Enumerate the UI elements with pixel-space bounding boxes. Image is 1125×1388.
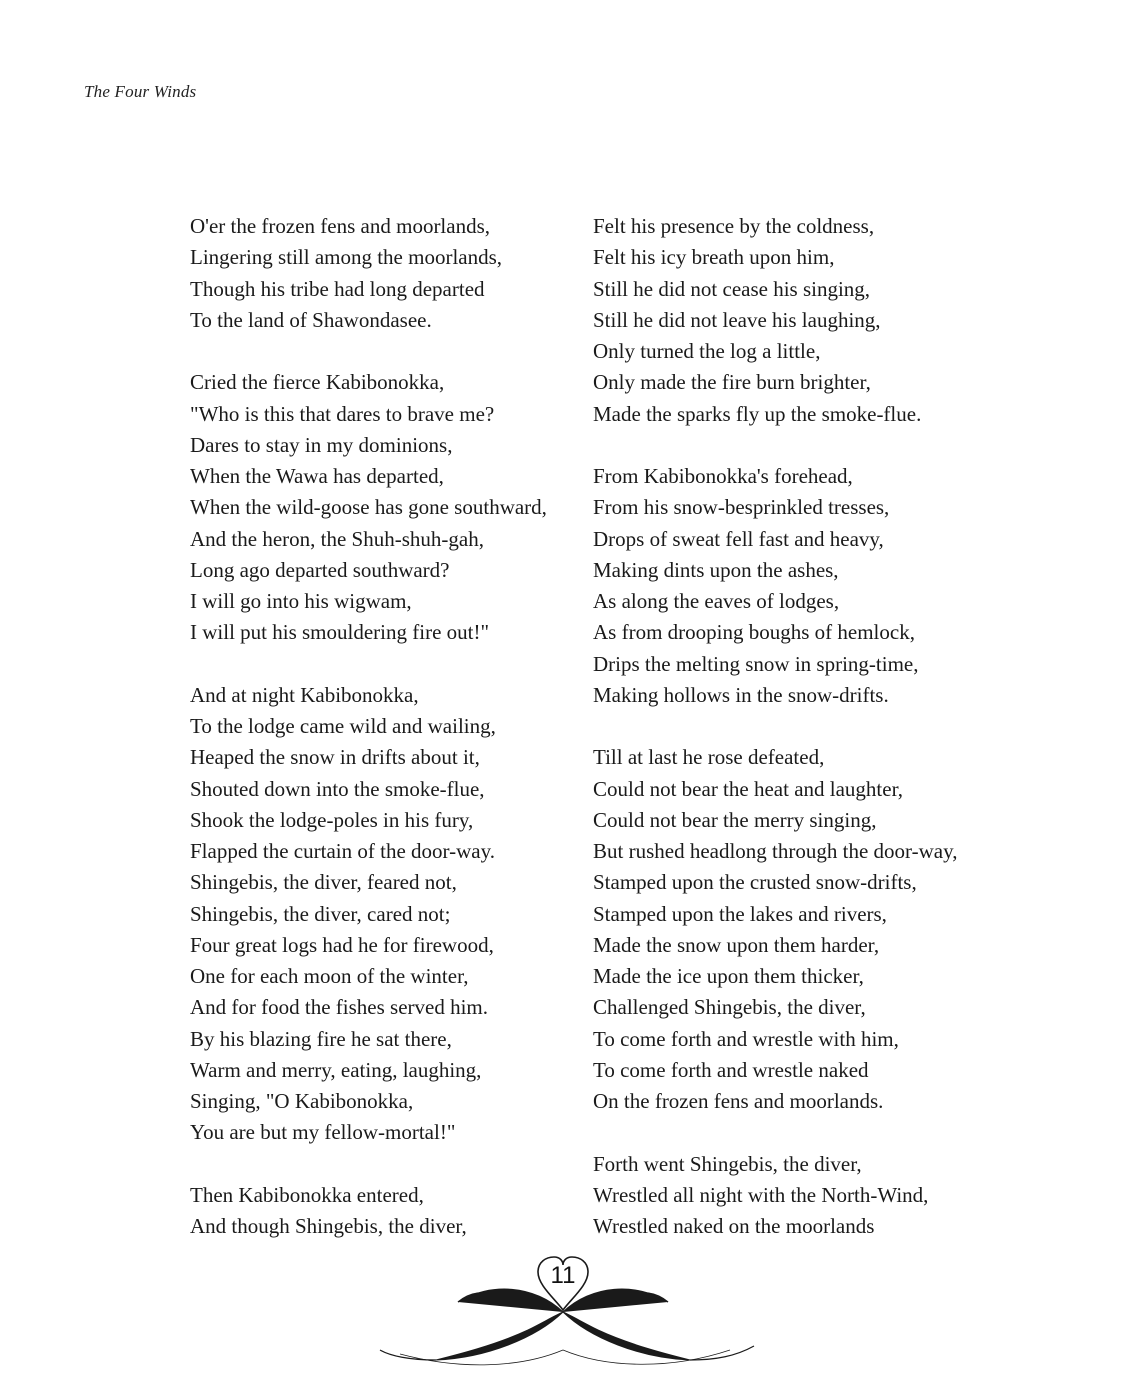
poem-line: Flapped the curtain of the door-way. <box>190 839 495 863</box>
poem-line: Warm and merry, eating, laughing, <box>190 1057 482 1082</box>
poem-line: To the lodge came wild and wailing, <box>190 714 496 738</box>
poem-line: Cried the fierce Kabibonokka, <box>190 370 445 395</box>
poem-line: Wrestled naked on the moorlands <box>593 1214 875 1238</box>
poem-line: But rushed headlong through the door-way, <box>593 839 958 863</box>
poem-line: You are but my fellow-mortal!" <box>190 1120 456 1145</box>
poem-line: When the wild-goose has gone southward, <box>190 495 547 520</box>
poem-line: Felt his icy breath upon him, <box>593 245 835 270</box>
poem-line: Then Kabibonokka entered, <box>190 1182 424 1207</box>
poem-line: On the frozen fens and moorlands. <box>593 1089 884 1113</box>
stanza <box>593 1149 957 1243</box>
poem-line: Could not bear the merry singing, <box>593 807 877 832</box>
poem-line: Only turned the log a little, <box>593 339 821 363</box>
poem-line: Could not bear the heat and laughter, <box>593 776 903 801</box>
poem-line: And at night Kabibonokka, <box>190 682 419 707</box>
poem-line: To come forth and wrestle naked <box>593 1057 869 1082</box>
poem-line: Made the sparks fly up the smoke-flue. <box>593 401 922 426</box>
poem-line: Making hollows in the snow-drifts. <box>593 682 889 707</box>
poem-line: Shingebis, the diver, cared not; <box>190 901 451 926</box>
poem-line: Made the ice upon them thicker, <box>593 964 864 988</box>
poem-line: And the heron, the Shuh-shuh-gah, <box>190 526 484 551</box>
poem-line: To come forth and wrestle with him, <box>593 1026 899 1051</box>
poem-line: Shouted down into the smoke-flue, <box>190 776 485 801</box>
poem-line: Only made the fire burn brighter, <box>593 370 871 395</box>
poem-line: From Kabibonokka's forehead, <box>593 464 853 488</box>
poem-line: Wrestled all night with the North-Wind, <box>593 1182 929 1207</box>
poem-line: As along the eaves of lodges, <box>593 589 840 613</box>
poem-line: Forth went Shingebis, the diver, <box>593 1151 862 1176</box>
poem-line: O'er the frozen fens and moorlands, <box>190 214 491 238</box>
stanza <box>190 211 547 336</box>
poem-line: Drops of sweat fell fast and heavy, <box>593 526 884 551</box>
poem-column-right <box>593 211 957 1274</box>
poem-line: Singing, "O Kabibonokka, <box>190 1089 414 1113</box>
poem-line: One for each moon of the winter, <box>190 964 469 988</box>
poem-line: Long ago departed southward? <box>190 557 450 582</box>
poem-line: Felt his presence by the coldness, <box>593 214 875 238</box>
stanza <box>593 742 957 1117</box>
poem-line: To the land of Shawondasee. <box>190 307 432 332</box>
poem-line: When the Wawa has departed, <box>190 464 444 488</box>
running-head: The Four Winds <box>84 82 197 101</box>
poem-line: As from drooping boughs of hemlock, <box>593 620 915 645</box>
poem-line: Challenged Shingebis, the diver, <box>593 995 866 1020</box>
poem-line: From his snow-besprinkled tresses, <box>593 495 890 520</box>
poem-line: Making dints upon the ashes, <box>593 557 839 582</box>
stanza <box>190 367 547 648</box>
poem-line: Drips the melting snow in spring-time, <box>593 651 919 676</box>
poem-column-left <box>190 211 547 1274</box>
poem-line: Till at last he rose defeated, <box>593 745 825 770</box>
poem-line: I will go into his wigwam, <box>190 589 412 613</box>
page-number: 11 <box>550 1262 576 1289</box>
poem-line: And though Shingebis, the diver, <box>190 1214 467 1238</box>
poem-line: Stamped upon the lakes and rivers, <box>593 901 887 926</box>
poem-line: And for food the fishes served him. <box>190 995 489 1020</box>
poem-line: Still he did not cease his singing, <box>593 276 871 301</box>
stanza <box>190 680 547 1149</box>
poem-line: By his blazing fire he sat there, <box>190 1026 452 1051</box>
poem-line: Dares to stay in my dominions, <box>190 432 453 457</box>
poem-line: I will put his smouldering fire out!" <box>190 620 490 645</box>
poem-line: Shook the lodge-poles in his fury, <box>190 807 474 832</box>
stanza <box>190 1180 547 1243</box>
poem-line: Lingering still among the moorlands, <box>190 245 503 270</box>
poem-line: Stamped upon the crusted snow-drifts, <box>593 870 917 895</box>
poem-line: "Who is this that dares to brave me? <box>190 401 495 426</box>
poem-line: Heaped the snow in drifts about it, <box>190 745 480 770</box>
stanza <box>593 461 957 711</box>
poem-line: Though his tribe had long departed <box>190 276 485 301</box>
poem-line: Four great logs had he for firewood, <box>190 932 494 957</box>
poem-line: Made the snow upon them harder, <box>593 932 880 957</box>
poem-line: Shingebis, the diver, feared not, <box>190 870 457 895</box>
poem-line: Still he did not leave his laughing, <box>593 307 881 332</box>
stanza <box>593 211 957 430</box>
